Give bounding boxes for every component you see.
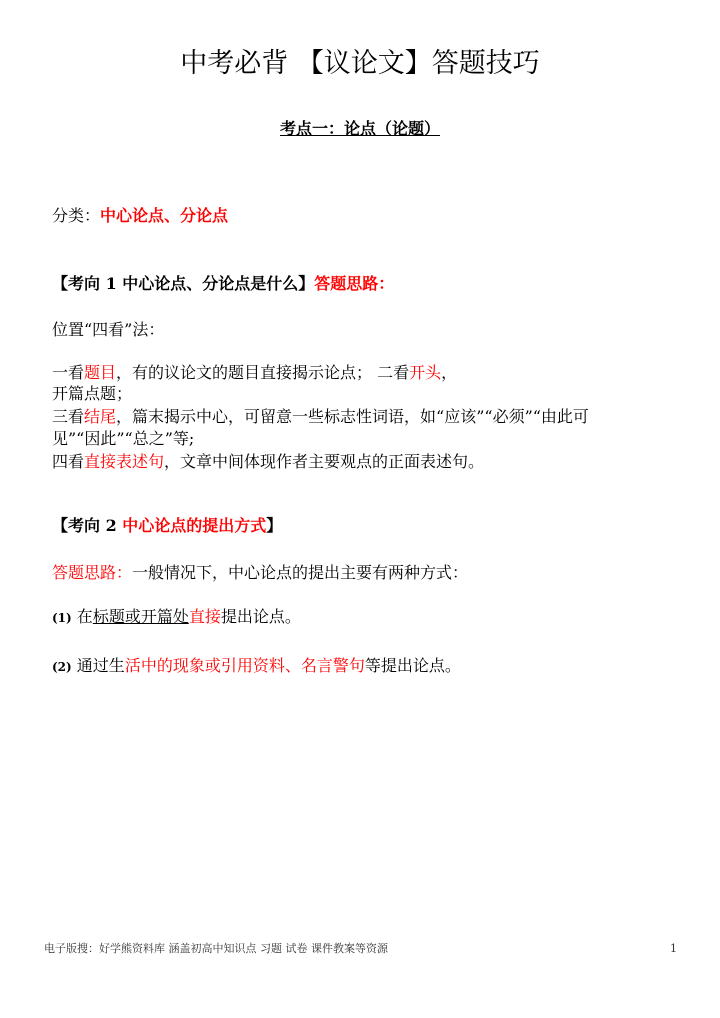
- q1-hint: 答题思路：: [314, 274, 395, 293]
- page-footer: 电子版搜：好学熊资料库 涵盖初高中知识点 习题 试卷 课件教案等资源: [44, 942, 388, 955]
- q2-heading: [52, 514, 282, 538]
- way1-num: (1): [52, 611, 72, 625]
- way2-c: 等提出论点。: [364, 656, 461, 675]
- q1-heading: [52, 272, 394, 296]
- page-title: 中考必背 【议论文】答题技巧: [180, 48, 540, 79]
- way1-keyword: 直接: [188, 607, 221, 626]
- look1-keyword: 题目: [84, 363, 117, 382]
- way1-underlined: 标题或开篇处: [92, 607, 189, 626]
- look-4-line: [52, 450, 484, 474]
- way1-a: 在: [71, 607, 93, 626]
- q1-head: 【考向 1 中心论点、分论点是什么】: [52, 274, 315, 293]
- position-method: 位置“四看”法：: [52, 320, 165, 339]
- way2-a: 通过生: [71, 656, 125, 675]
- way-2: [52, 654, 461, 679]
- look-3-cont: 见”“因此”“总之”等;: [52, 429, 195, 448]
- look3-keyword: 结尾: [84, 407, 117, 426]
- look1-a: 一看: [52, 363, 85, 382]
- look-2-line: 开篇点题；: [52, 384, 133, 403]
- look1-c: ，有的议论文的题目直接揭示论点； 二看: [116, 363, 410, 382]
- classify-label: 分类：: [52, 206, 101, 225]
- look3-c: ，篇末揭示中心，可留意一些标志性词语，如“应该”“必须”“由此可: [116, 407, 589, 426]
- look1-e: ，: [441, 363, 458, 382]
- look4-c: ，文章中间体现作者主要观点的正面表述句。: [164, 452, 485, 471]
- page-number: 1: [670, 942, 677, 955]
- q2-hint-line: [52, 561, 468, 585]
- classify-value: 中心论点、分论点: [100, 206, 229, 225]
- look2-keyword: 开头: [409, 363, 442, 382]
- q2-head-a: 【考向 2: [52, 516, 123, 535]
- look4-keyword: 直接表述句: [84, 452, 165, 471]
- classify-line: [52, 204, 228, 228]
- way1-d: 提出论点。: [220, 607, 301, 626]
- way2-keyword: 活中的现象或引用资料、名言警句: [124, 656, 365, 675]
- q2-head-c: 】: [266, 516, 283, 535]
- look-3-line: [52, 405, 589, 429]
- way-1: [52, 605, 301, 630]
- section-subtitle: 考点一：论点（论题）: [280, 119, 441, 138]
- q2-hint-label: 答题思路：: [52, 563, 133, 582]
- look4-a: 四看: [52, 452, 85, 471]
- look3-a: 三看: [52, 407, 85, 426]
- q2-hint-text: 一般情况下，中心论点的提出主要有两种方式：: [132, 563, 469, 582]
- way2-num: (2): [52, 660, 72, 674]
- q2-head-b: 中心论点的提出方式: [122, 516, 267, 535]
